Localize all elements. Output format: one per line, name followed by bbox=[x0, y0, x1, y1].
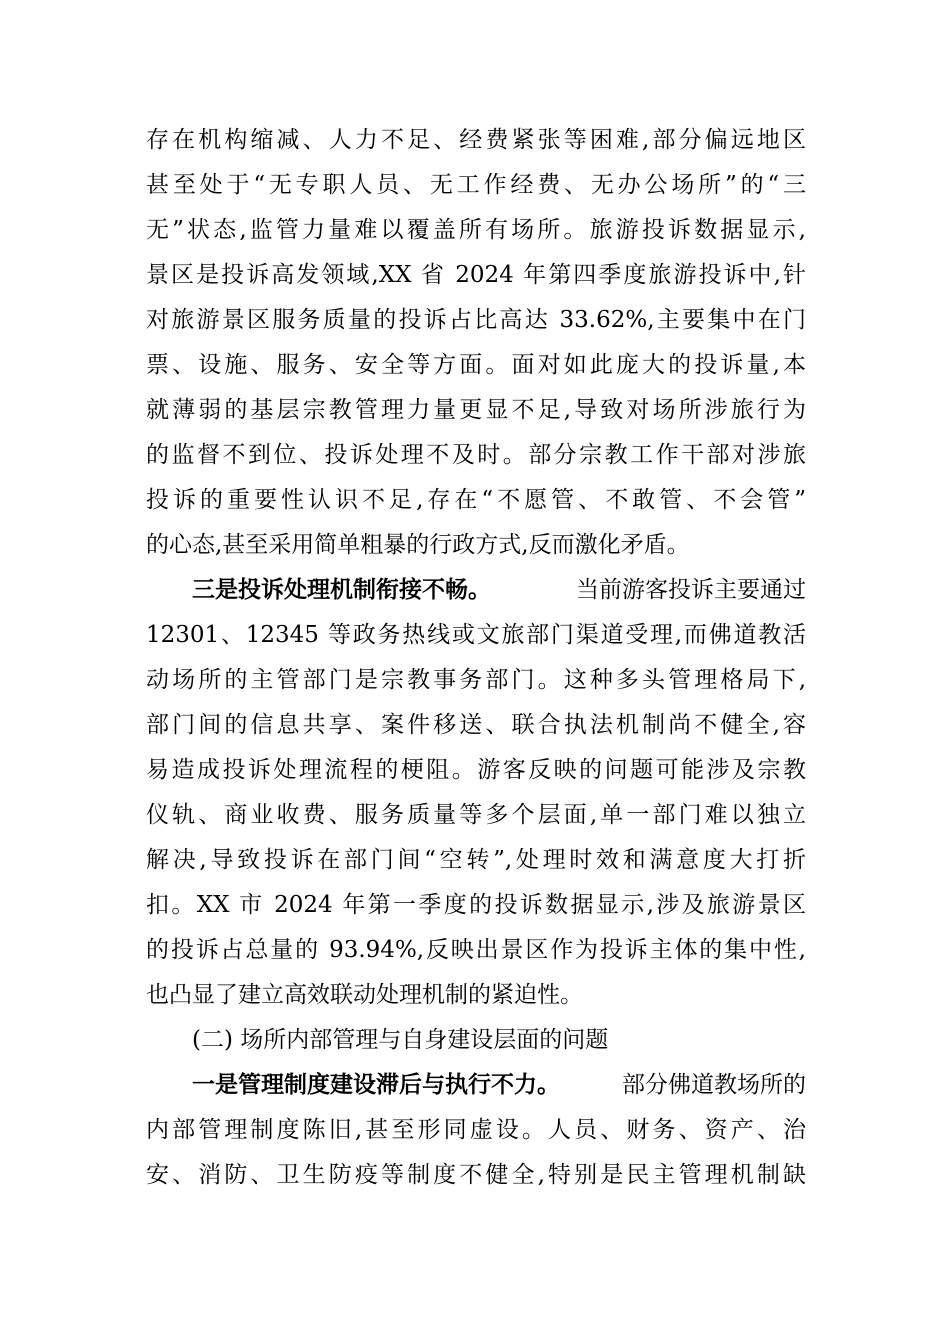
text-line: 仪轨、商业收费、服务质量等多个层面,单一部门难以独立 bbox=[146, 802, 806, 828]
paragraph-heading: 三是投诉处理机制衔接不畅。 bbox=[192, 577, 491, 603]
text-line: 投诉的重要性认识不足,存在“不愿管、不敢管、不会管” bbox=[146, 487, 806, 513]
paragraph-first-line bbox=[192, 574, 806, 606]
text-line: 扣。XX 市 2024 年第一季度的投诉数据显示,涉及旅游景区 bbox=[146, 892, 806, 918]
text-line: 就薄弱的基层宗教管理力量更显不足,导致对场所涉旅行为 bbox=[146, 397, 806, 423]
text-line: 内部管理制度陈旧,甚至形同虚设。人员、财务、资产、治 bbox=[146, 1117, 806, 1143]
text-line: 易造成投诉处理流程的梗阻。游客反映的问题可能涉及宗教 bbox=[146, 757, 806, 783]
text-line: 安、消防、卫生防疫等制度不健全,特别是民主管理机制缺 bbox=[146, 1162, 806, 1188]
text-line: 解决,导致投诉在部门间“空转”,处理时效和满意度大打折 bbox=[146, 847, 806, 873]
paragraph-first-line bbox=[192, 1069, 806, 1101]
text-line: 的监督不到位、投诉处理不及时。部分宗教工作干部对涉旅 bbox=[146, 442, 806, 468]
paragraph-heading: 一是管理制度建设滞后与执行不力。 bbox=[192, 1072, 560, 1098]
text-line: 无”状态,监管力量难以覆盖所有场所。旅游投诉数据显示, bbox=[146, 217, 806, 243]
text-line: 的心态,甚至采用简单粗暴的行政方式,反而激化矛盾。 bbox=[146, 532, 690, 558]
text-line: 景区是投诉高发领域,XX 省 2024 年第四季度旅游投诉中,针 bbox=[146, 262, 806, 288]
text-line: 也凸显了建立高效联动处理机制的紧迫性。 bbox=[146, 982, 583, 1008]
text-line: 甚至处于“无专职人员、无工作经费、无办公场所”的“三 bbox=[146, 172, 806, 198]
text-line: 的投诉占总量的 93.94%,反映出景区作为投诉主体的集中性, bbox=[146, 937, 806, 963]
paragraph-text: 部分佛道教场所的 bbox=[622, 1072, 806, 1098]
text-line: 动场所的主管部门是宗教事务部门。这种多头管理格局下, bbox=[146, 667, 806, 693]
text-line: 12301、12345 等政务热线或文旅部门渠道受理,而佛道教活 bbox=[146, 622, 806, 648]
paragraph-text: 当前游客投诉主要通过 bbox=[576, 577, 806, 603]
text-line: 对旅游景区服务质量的投诉占比高达 33.62%,主要集中在门 bbox=[146, 307, 806, 333]
section-heading: (二) 场所内部管理与自身建设层面的问题 bbox=[192, 1027, 609, 1053]
text-line: 存在机构缩减、人力不足、经费紧张等困难,部分偏远地区 bbox=[146, 127, 806, 153]
text-line: 票、设施、服务、安全等方面。面对如此庞大的投诉量,本 bbox=[146, 352, 806, 378]
text-line: 部门间的信息共享、案件移送、联合执法机制尚不健全,容 bbox=[146, 712, 806, 738]
